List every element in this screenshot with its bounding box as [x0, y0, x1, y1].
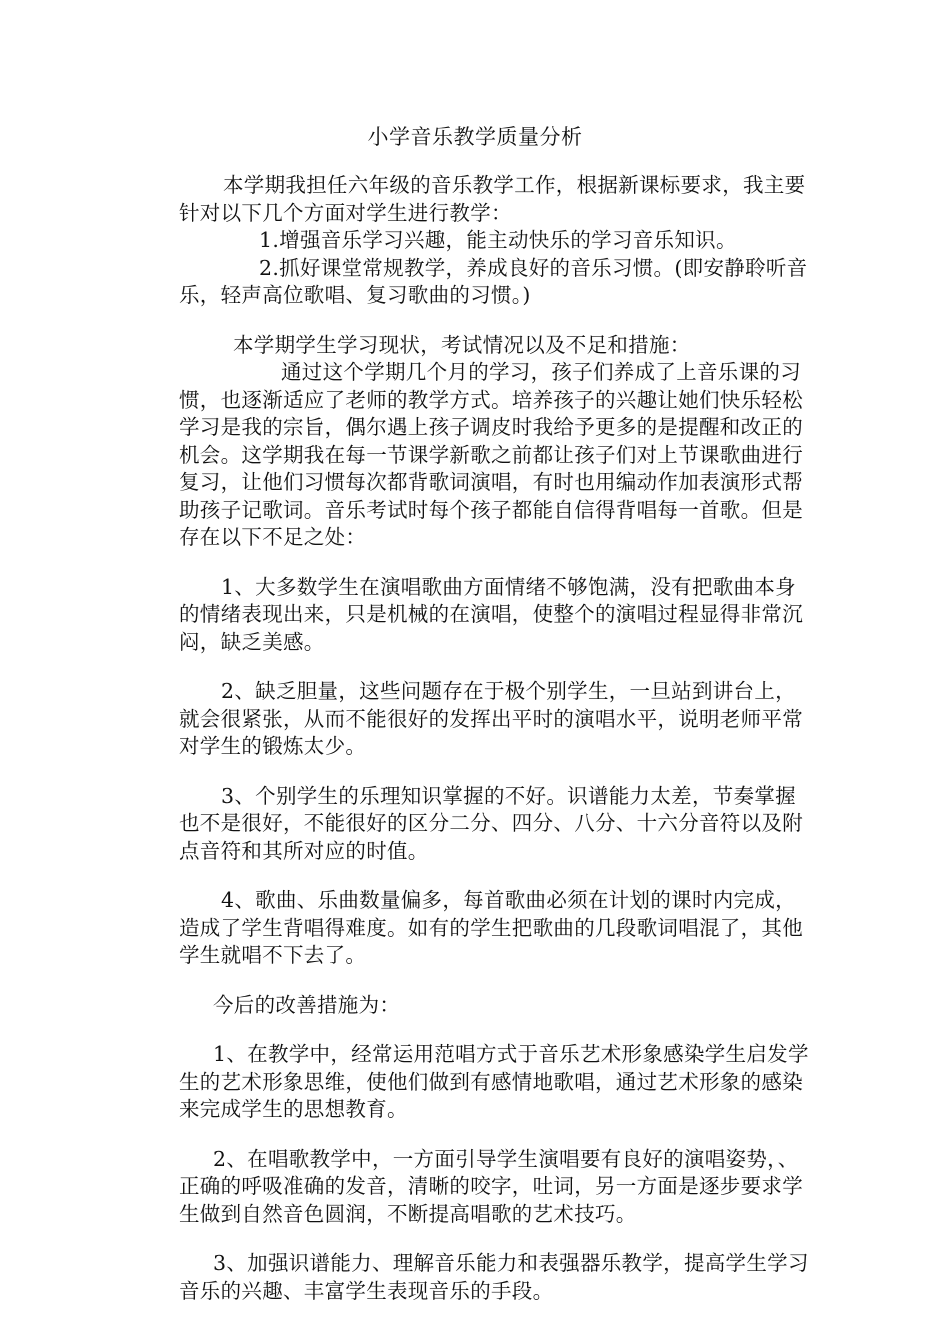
- improvement-item: 3、加强识谱能力、理解音乐能力和表强器乐教学，提高学生学习音乐的兴趣、丰富学生表现音乐的手段。: [179, 1251, 809, 1303]
- shortcoming-item: 1、大多数学生在演唱歌曲方面情绪不够饱满，没有把歌曲本身的情绪表现出来，只是机械的在演唱，使整个的演唱过程显得非常沉闷，缺乏美感。: [179, 574, 803, 654]
- shortcoming-item: 4、歌曲、乐曲数量偏多，每首歌曲必须在计划的课时内完成，造成了学生背唱得难度。如有的学生把歌曲的几段歌词唱混了，其他学生就唱不下去了。: [179, 888, 803, 967]
- document-title: 小学音乐教学质量分析: [367, 125, 583, 149]
- intro-paragraph: 本学期我担任六年级的音乐教学工作，根据新课标要求，我主要针对以下几个方面对学生进行教学：: [179, 173, 806, 225]
- document-body: [179, 172, 809, 1305]
- status-paragraph: 通过这个学期几个月的学习，孩子们养成了上音乐课的习惯，也逐渐适应了老师的教学方式。培养孩子的兴趣让她们快乐轻松学习是我的宗旨，偶尔遇上孩子调皮时我给予更多的是提醒和改正的机会。这学期我在每一节课学新歌之前都让孩子们对上节课歌曲进行复习，让他们习惯每次都背歌词演唱，有时也用编动作加表演形式帮助孩子记歌词。音乐考试时每个孩子都能自信得背唱每一首歌。但是存在以下不足之处：: [179, 360, 803, 549]
- status-heading: 本学期学生学习现状，考试情况以及不足和措施：: [233, 332, 691, 357]
- improvement-item: 1、在教学中，经常运用范唱方式于音乐艺术形象感染学生启发学生的艺术形象思维，使他们做到有感情地歌唱，通过艺术形象的感染来完成学生的思想教育。: [179, 1042, 809, 1121]
- improvement-heading: 今后的改善措施为：: [213, 992, 401, 1017]
- shortcoming-item: 2、缺乏胆量，这些问题存在于极个别学生，一旦站到讲台上，就会很紧张，从而不能很好的发挥出平时的演唱水平，说明老师平常对学生的锻炼太少。: [179, 679, 803, 758]
- shortcoming-item: 3、个别学生的乐理知识掌握的不好。识谱能力太差，节奏掌握也不是很好，不能很好的区分二分、四分、八分、十六分音符以及附点音符和其所对应的时值。: [179, 783, 803, 863]
- goal-item: 1.增强音乐学习兴趣，能主动快乐的学习音乐知识。: [259, 228, 737, 252]
- goal-item: 2.抓好课堂常规教学，养成良好的音乐习惯。(即安静聆听音乐，轻声高位歌唱、复习歌曲的习惯。): [179, 255, 808, 307]
- improvement-item: 2、在唱歌教学中，一方面引导学生演唱要有良好的演唱姿势，、正确的呼吸准确的发音，清晰的咬字，吐词，另一方面是逐步要求学生做到自然音色圆润，不断提高唱歌的艺术技巧。: [179, 1146, 803, 1226]
